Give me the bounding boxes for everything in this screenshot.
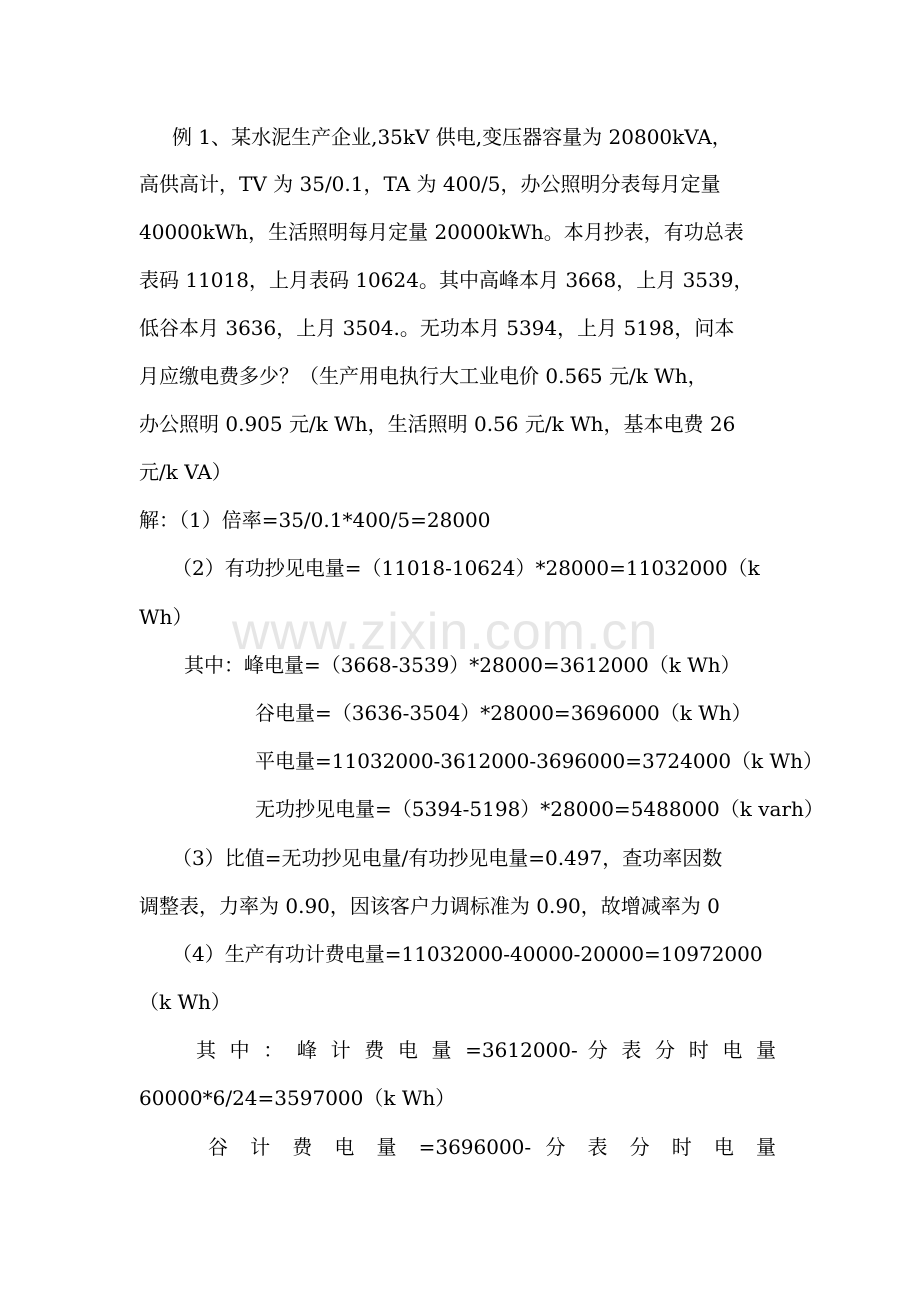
text-line-13: 谷电量=（3636-3504）*28000=3696000（k Wh） [255,701,752,725]
text-line-18: （4）生产有功计费电量=11032000-40000-20000=10972000 [172,942,763,966]
text-line-14: 平电量=11032000-3612000-3696000=3724000（k Wh） [255,749,823,773]
watermark: www.zixin.com.cn [232,603,659,661]
text-line-1: 例 1、某水泥生产企业,35kV 供电,变压器容量为 20800kVA， [172,125,732,149]
text-line-5: 低谷本月 3636，上月 3504.。无功本月 5394，上月 5198，问本 [139,316,735,340]
text-line-8: 元/k VA） [139,460,232,484]
text-line-15: 无功抄见电量=（5394-5198）*28000=5488000（k varh） [255,797,824,821]
text-line-2: 高供高计，TV 为 35/0.1，TA 为 400/5，办公照明分表每月定量 [139,172,721,196]
text-line-10: （2）有功抄见电量=（11018-10624）*28000=11032000（k [172,556,760,580]
text-line-6: 月应缴电费多少？（生产用电执行大工业电价 0.565 元/k Wh， [139,364,708,388]
text-line-21: 60000*6/24=3597000（k Wh） [139,1086,456,1110]
text-line-22: 谷 计 费 电 量 =3696000- 分 表 分 时 电 量 [208,1135,776,1159]
text-line-3: 40000kWh，生活照明每月定量 20000kWh。本月抄表，有功总表 [139,220,744,244]
text-line-17: 调整表，力率为 0.90，因该客户力调标准为 0.90，故增减率为 0 [139,894,720,918]
text-line-20: 其 中 ： 峰 计 费 电 量 =3612000- 分 表 分 时 电 量 [196,1038,776,1062]
text-line-11: Wh） [139,605,193,629]
text-line-19: （k Wh） [139,990,231,1014]
text-line-12: 其中：峰电量=（3668-3539）*28000=3612000（k Wh） [184,653,741,677]
text-line-4: 表码 11018，上月表码 10624。其中高峰本月 3668，上月 3539， [139,268,754,292]
text-line-7: 办公照明 0.905 元/k Wh，生活照明 0.56 元/k Wh，基本电费 26 [139,412,736,436]
text-line-16: （3）比值=无功抄见电量/有功抄见电量=0.497，查功率因数 [172,846,723,870]
text-line-9: 解：（1）倍率=35/0.1*400/5=28000 [139,508,491,532]
